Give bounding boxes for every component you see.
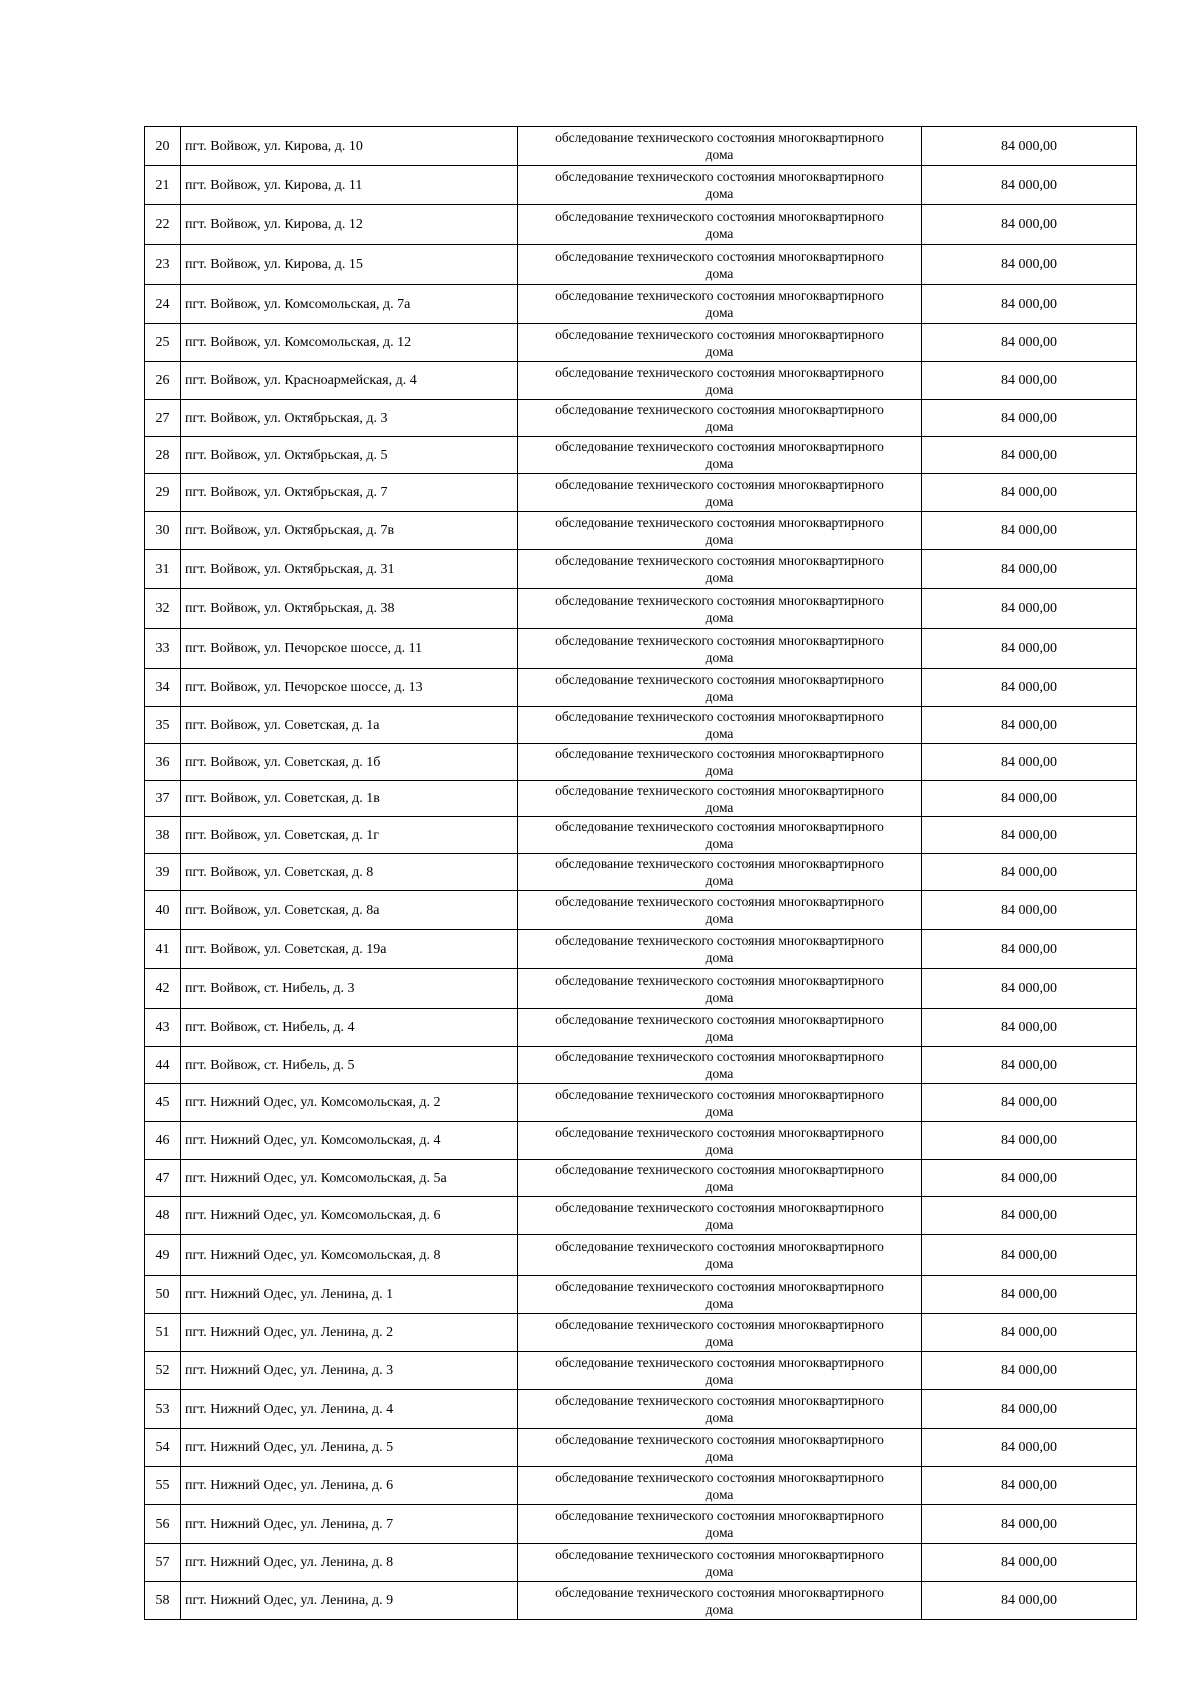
work-type-line-2: дома bbox=[705, 381, 734, 397]
row-number: 31 bbox=[145, 550, 181, 589]
amount-cell: 84 000,00 bbox=[922, 362, 1137, 400]
work-type-line-2: дома bbox=[705, 456, 734, 471]
work-type-line-2: дома bbox=[705, 763, 734, 778]
address-cell: пгт. Войвож, ул. Советская, д. 8 bbox=[181, 854, 518, 891]
work-type-line-2: дома bbox=[705, 836, 734, 851]
address-cell: пгт. Войвож, ул. Советская, д. 1г bbox=[181, 817, 518, 854]
work-type-line-2: дома bbox=[705, 1295, 734, 1311]
amount-cell: 84 000,00 bbox=[922, 707, 1137, 744]
work-type-line-1: обследование технического состояния многоквартирного bbox=[555, 1086, 884, 1102]
work-type-line-2: дома bbox=[705, 989, 734, 1005]
work-type-line-1: обследование технического состояния многоквартирного bbox=[555, 439, 884, 454]
table-row bbox=[145, 1352, 1137, 1390]
amount-cell: 84 000,00 bbox=[922, 854, 1137, 891]
amount-cell: 84 000,00 bbox=[922, 550, 1137, 589]
address-cell: пгт. Нижний Одес, ул. Комсомольская, д. 4 bbox=[181, 1122, 518, 1160]
address-cell: пгт. Войвож, ул. Октябрьская, д. 7 bbox=[181, 474, 518, 512]
table-row bbox=[145, 362, 1137, 400]
work-type-line-1: обследование технического состояния многоквартирного bbox=[555, 1049, 884, 1064]
work-type-line-2: дома bbox=[705, 1486, 734, 1502]
amount-cell: 84 000,00 bbox=[922, 589, 1137, 629]
work-type-line-1: обследование технического состояния многоквартирного bbox=[555, 709, 884, 724]
table-row bbox=[145, 474, 1137, 512]
work-type-line-1: обследование технического состояния многоквартирного bbox=[555, 288, 884, 303]
work-type-line-2: дома bbox=[705, 1256, 734, 1271]
amount-cell: 84 000,00 bbox=[922, 474, 1137, 512]
work-type-line-1: обследование технического состояния многоквартирного bbox=[555, 1278, 884, 1294]
work-type-cell bbox=[518, 1467, 922, 1505]
amount-cell: 84 000,00 bbox=[922, 166, 1137, 205]
row-number: 37 bbox=[145, 781, 181, 817]
row-number: 34 bbox=[145, 669, 181, 707]
row-number: 32 bbox=[145, 589, 181, 629]
row-number: 41 bbox=[145, 930, 181, 969]
work-type-cell bbox=[518, 1429, 922, 1467]
table-row bbox=[145, 1197, 1137, 1235]
work-type-cell bbox=[518, 1047, 922, 1084]
work-type-line-1: обследование технического состояния многоквартирного bbox=[555, 1124, 884, 1140]
table-body bbox=[145, 127, 1137, 1620]
address-cell: пгт. Войвож, ул. Красноармейская, д. 4 bbox=[181, 362, 518, 400]
work-type-cell bbox=[518, 1122, 922, 1160]
work-type-line-1: обследование технического состояния многоквартирного bbox=[555, 782, 884, 798]
row-number: 26 bbox=[145, 362, 181, 400]
row-number: 58 bbox=[145, 1582, 181, 1620]
work-type-cell bbox=[518, 1197, 922, 1235]
row-number: 52 bbox=[145, 1352, 181, 1390]
amount-cell: 84 000,00 bbox=[922, 1047, 1137, 1084]
work-type-line-2: дома bbox=[705, 1448, 734, 1464]
work-type-line-1: обследование технического состояния многоквартирного bbox=[555, 972, 884, 988]
work-type-cell bbox=[518, 969, 922, 1009]
row-number: 38 bbox=[145, 817, 181, 854]
address-cell: пгт. Нижний Одес, ул. Комсомольская, д. 6 bbox=[181, 1197, 518, 1235]
table-row bbox=[145, 1084, 1137, 1122]
work-type-cell bbox=[518, 474, 922, 512]
work-type-line-1: обследование технического состояния многоквартирного bbox=[555, 1354, 884, 1370]
row-number: 30 bbox=[145, 512, 181, 550]
row-number: 47 bbox=[145, 1160, 181, 1197]
work-type-cell bbox=[518, 707, 922, 744]
work-type-line-1: обследование технического состояния многоквартирного bbox=[555, 476, 884, 492]
work-type-line-2: дома bbox=[705, 305, 734, 320]
address-cell: пгт. Войвож, ул. Октябрьская, д. 5 bbox=[181, 437, 518, 474]
amount-cell: 84 000,00 bbox=[922, 1197, 1137, 1235]
work-type-line-1: обследование технического состояния многоквартирного bbox=[555, 1199, 884, 1215]
address-cell: пгт. Нижний Одес, ул. Ленина, д. 3 bbox=[181, 1352, 518, 1390]
work-type-line-2: дома bbox=[705, 1103, 734, 1119]
address-cell: пгт. Нижний Одес, ул. Ленина, д. 7 bbox=[181, 1505, 518, 1544]
table-row bbox=[145, 127, 1137, 166]
work-type-line-1: обследование технического состояния многоквартирного bbox=[555, 1393, 884, 1408]
amount-cell: 84 000,00 bbox=[922, 1429, 1137, 1467]
work-type-line-2: дома bbox=[705, 799, 734, 815]
table-row bbox=[145, 669, 1137, 707]
work-type-line-1: обследование технического состояния многоквартирного bbox=[555, 632, 884, 648]
address-cell: пгт. Нижний Одес, ул. Ленина, д. 6 bbox=[181, 1467, 518, 1505]
table-row bbox=[145, 205, 1137, 245]
table-row bbox=[145, 891, 1137, 930]
work-type-line-2: дома bbox=[705, 225, 734, 241]
table-row bbox=[145, 512, 1137, 550]
work-type-cell bbox=[518, 245, 922, 285]
address-cell: пгт. Войвож, ул. Октябрьская, д. 31 bbox=[181, 550, 518, 589]
table-row bbox=[145, 285, 1137, 324]
address-cell: пгт. Войвож, ул. Советская, д. 1а bbox=[181, 707, 518, 744]
table-row bbox=[145, 744, 1137, 781]
row-number: 23 bbox=[145, 245, 181, 285]
amount-cell: 84 000,00 bbox=[922, 1582, 1137, 1620]
work-type-line-2: дома bbox=[705, 147, 734, 162]
work-type-line-2: дома bbox=[705, 1601, 734, 1617]
work-type-cell bbox=[518, 362, 922, 400]
address-cell: пгт. Войвож, ул. Комсомольская, д. 7а bbox=[181, 285, 518, 324]
work-type-line-2: дома bbox=[705, 688, 734, 704]
row-number: 28 bbox=[145, 437, 181, 474]
amount-cell: 84 000,00 bbox=[922, 891, 1137, 930]
row-number: 33 bbox=[145, 629, 181, 669]
table-row bbox=[145, 1582, 1137, 1620]
work-type-line-2: дома bbox=[705, 343, 734, 359]
table-row bbox=[145, 1505, 1137, 1544]
work-type-line-2: дома bbox=[705, 419, 734, 434]
work-type-cell bbox=[518, 1352, 922, 1390]
row-number: 48 bbox=[145, 1197, 181, 1235]
row-number: 29 bbox=[145, 474, 181, 512]
address-cell: пгт. Войвож, ул. Кирова, д. 11 bbox=[181, 166, 518, 205]
work-type-cell bbox=[518, 629, 922, 669]
work-type-cell bbox=[518, 669, 922, 707]
work-type-line-2: дома bbox=[705, 609, 734, 625]
work-type-cell bbox=[518, 1505, 922, 1544]
amount-cell: 84 000,00 bbox=[922, 1314, 1137, 1352]
work-type-cell bbox=[518, 1390, 922, 1429]
amount-cell: 84 000,00 bbox=[922, 1276, 1137, 1314]
amount-cell: 84 000,00 bbox=[922, 669, 1137, 707]
amount-cell: 84 000,00 bbox=[922, 817, 1137, 854]
amount-cell: 84 000,00 bbox=[922, 1009, 1137, 1047]
work-type-line-1: обследование технического состояния многоквартирного bbox=[555, 248, 884, 264]
address-cell: пгт. Войвож, ст. Нибель, д. 3 bbox=[181, 969, 518, 1009]
amount-cell: 84 000,00 bbox=[922, 1390, 1137, 1429]
work-type-line-1: обследование технического состояния многоквартирного bbox=[555, 169, 884, 184]
table-row bbox=[145, 969, 1137, 1009]
table-row bbox=[145, 930, 1137, 969]
amount-cell: 84 000,00 bbox=[922, 930, 1137, 969]
table-row bbox=[145, 817, 1137, 854]
amount-cell: 84 000,00 bbox=[922, 629, 1137, 669]
table-row bbox=[145, 781, 1137, 817]
work-type-line-2: дома bbox=[705, 1141, 734, 1157]
work-type-cell bbox=[518, 437, 922, 474]
row-number: 21 bbox=[145, 166, 181, 205]
row-number: 51 bbox=[145, 1314, 181, 1352]
address-cell: пгт. Нижний Одес, ул. Комсомольская, д. 2 bbox=[181, 1084, 518, 1122]
address-cell: пгт. Войвож, ул. Печорское шоссе, д. 11 bbox=[181, 629, 518, 669]
work-type-line-1: обследование технического состояния многоквартирного bbox=[555, 130, 884, 145]
row-number: 53 bbox=[145, 1390, 181, 1429]
table-row bbox=[145, 1047, 1137, 1084]
row-number: 22 bbox=[145, 205, 181, 245]
work-type-cell bbox=[518, 1276, 922, 1314]
work-type-cell bbox=[518, 205, 922, 245]
address-cell: пгт. Нижний Одес, ул. Ленина, д. 5 bbox=[181, 1429, 518, 1467]
address-cell: пгт. Нижний Одес, ул. Комсомольская, д. 5а bbox=[181, 1160, 518, 1197]
amount-cell: 84 000,00 bbox=[922, 1505, 1137, 1544]
amount-cell: 84 000,00 bbox=[922, 1160, 1137, 1197]
work-type-line-1: обследование технического состояния многоквартирного bbox=[555, 1508, 884, 1523]
work-type-line-2: дома bbox=[705, 950, 734, 965]
work-type-line-2: дома bbox=[705, 531, 734, 547]
work-type-line-2: дома bbox=[705, 1371, 734, 1387]
work-type-cell bbox=[518, 166, 922, 205]
amount-cell: 84 000,00 bbox=[922, 285, 1137, 324]
amount-cell: 84 000,00 bbox=[922, 1544, 1137, 1582]
amount-cell: 84 000,00 bbox=[922, 969, 1137, 1009]
table-row bbox=[145, 1467, 1137, 1505]
table-row bbox=[145, 854, 1137, 891]
row-number: 57 bbox=[145, 1544, 181, 1582]
work-type-line-1: обследование технического состояния многоквартирного bbox=[555, 856, 884, 871]
work-type-cell bbox=[518, 817, 922, 854]
work-type-cell bbox=[518, 1009, 922, 1047]
address-cell: пгт. Войвож, ст. Нибель, д. 4 bbox=[181, 1009, 518, 1047]
address-cell: пгт. Войвож, ул. Советская, д. 1б bbox=[181, 744, 518, 781]
work-type-line-1: обследование технического состояния многоквартирного bbox=[555, 592, 884, 608]
work-type-line-1: обследование технического состояния многоквартирного bbox=[555, 1011, 884, 1027]
address-cell: пгт. Нижний Одес, ул. Ленина, д. 9 bbox=[181, 1582, 518, 1620]
table-row bbox=[145, 1160, 1137, 1197]
table-row bbox=[145, 1009, 1137, 1047]
work-type-cell bbox=[518, 550, 922, 589]
address-cell: пгт. Нижний Одес, ул. Ленина, д. 4 bbox=[181, 1390, 518, 1429]
work-type-line-2: дома bbox=[705, 911, 734, 926]
amount-cell: 84 000,00 bbox=[922, 1235, 1137, 1276]
work-type-line-1: обследование технического состояния многоквартирного bbox=[555, 553, 884, 568]
work-type-cell bbox=[518, 127, 922, 166]
work-type-line-2: дома bbox=[705, 1028, 734, 1044]
row-number: 54 bbox=[145, 1429, 181, 1467]
row-number: 39 bbox=[145, 854, 181, 891]
work-type-line-1: обследование технического состояния многоквартирного bbox=[555, 746, 884, 761]
amount-cell: 84 000,00 bbox=[922, 205, 1137, 245]
amount-cell: 84 000,00 bbox=[922, 245, 1137, 285]
amount-cell: 84 000,00 bbox=[922, 1352, 1137, 1390]
work-type-line-2: дома bbox=[705, 1525, 734, 1540]
table-row bbox=[145, 589, 1137, 629]
row-number: 35 bbox=[145, 707, 181, 744]
row-number: 45 bbox=[145, 1084, 181, 1122]
amount-cell: 84 000,00 bbox=[922, 1084, 1137, 1122]
amount-cell: 84 000,00 bbox=[922, 744, 1137, 781]
work-type-line-1: обследование технического состояния многоквартирного bbox=[555, 1316, 884, 1332]
table-row bbox=[145, 324, 1137, 362]
row-number: 24 bbox=[145, 285, 181, 324]
work-type-line-1: обследование технического состояния многоквартирного bbox=[555, 364, 884, 380]
work-type-line-1: обследование технического состояния многоквартирного bbox=[555, 1431, 884, 1447]
work-type-cell bbox=[518, 744, 922, 781]
amount-cell: 84 000,00 bbox=[922, 127, 1137, 166]
work-type-line-1: обследование технического состояния многоквартирного bbox=[555, 819, 884, 834]
work-type-line-2: дома bbox=[705, 1216, 734, 1232]
work-type-line-2: дома bbox=[705, 649, 734, 665]
row-number: 46 bbox=[145, 1122, 181, 1160]
row-number: 27 bbox=[145, 400, 181, 437]
work-type-line-1: обследование технического состояния многоквартирного bbox=[555, 326, 884, 342]
address-cell: пгт. Войвож, ст. Нибель, д. 5 bbox=[181, 1047, 518, 1084]
work-type-line-2: дома bbox=[705, 1179, 734, 1194]
address-cell: пгт. Войвож, ул. Советская, д. 1в bbox=[181, 781, 518, 817]
table-row bbox=[145, 1390, 1137, 1429]
work-type-cell bbox=[518, 589, 922, 629]
work-type-cell bbox=[518, 1084, 922, 1122]
table-row bbox=[145, 1122, 1137, 1160]
address-cell: пгт. Войвож, ул. Печорское шоссе, д. 13 bbox=[181, 669, 518, 707]
row-number: 55 bbox=[145, 1467, 181, 1505]
row-number: 40 bbox=[145, 891, 181, 930]
amount-cell: 84 000,00 bbox=[922, 512, 1137, 550]
row-number: 42 bbox=[145, 969, 181, 1009]
table-row bbox=[145, 629, 1137, 669]
table-row bbox=[145, 707, 1137, 744]
address-cell: пгт. Войвож, ул. Кирова, д. 10 bbox=[181, 127, 518, 166]
work-type-line-1: обследование технического состояния многоквартирного bbox=[555, 514, 884, 530]
table-row bbox=[145, 245, 1137, 285]
work-type-line-2: дома bbox=[705, 873, 734, 888]
amount-cell: 84 000,00 bbox=[922, 781, 1137, 817]
table-row bbox=[145, 1544, 1137, 1582]
row-number: 43 bbox=[145, 1009, 181, 1047]
work-type-cell bbox=[518, 1582, 922, 1620]
work-type-line-2: дома bbox=[705, 1066, 734, 1081]
row-number: 44 bbox=[145, 1047, 181, 1084]
table-row bbox=[145, 550, 1137, 589]
row-number: 56 bbox=[145, 1505, 181, 1544]
table-row bbox=[145, 437, 1137, 474]
address-cell: пгт. Войвож, ул. Кирова, д. 15 bbox=[181, 245, 518, 285]
row-number: 50 bbox=[145, 1276, 181, 1314]
work-type-line-1: обследование технического состояния многоквартирного bbox=[555, 1584, 884, 1600]
row-number: 49 bbox=[145, 1235, 181, 1276]
work-type-cell bbox=[518, 1160, 922, 1197]
work-type-cell bbox=[518, 1314, 922, 1352]
amount-cell: 84 000,00 bbox=[922, 437, 1137, 474]
work-type-line-2: дома bbox=[705, 1333, 734, 1349]
work-type-line-2: дома bbox=[705, 1410, 734, 1425]
work-type-cell bbox=[518, 854, 922, 891]
work-type-cell bbox=[518, 400, 922, 437]
work-type-line-2: дома bbox=[705, 726, 734, 741]
address-cell: пгт. Нижний Одес, ул. Ленина, д. 8 bbox=[181, 1544, 518, 1582]
work-type-line-1: обследование технического состояния многоквартирного bbox=[555, 1239, 884, 1254]
work-type-line-2: дома bbox=[705, 186, 734, 201]
address-cell: пгт. Войвож, ул. Октябрьская, д. 3 bbox=[181, 400, 518, 437]
table-row bbox=[145, 400, 1137, 437]
work-type-line-2: дома bbox=[705, 570, 734, 585]
work-type-line-1: обследование технического состояния многоквартирного bbox=[555, 1546, 884, 1562]
work-type-line-1: обследование технического состояния многоквартирного bbox=[555, 894, 884, 909]
address-cell: пгт. Войвож, ул. Октябрьская, д. 7в bbox=[181, 512, 518, 550]
work-type-line-1: обследование технического состояния многоквартирного bbox=[555, 933, 884, 948]
work-type-line-2: дома bbox=[705, 493, 734, 509]
address-cell: пгт. Войвож, ул. Советская, д. 19а bbox=[181, 930, 518, 969]
table-row bbox=[145, 1314, 1137, 1352]
address-cell: пгт. Войвож, ул. Октябрьская, д. 38 bbox=[181, 589, 518, 629]
work-type-cell bbox=[518, 1544, 922, 1582]
table-row bbox=[145, 1235, 1137, 1276]
row-number: 25 bbox=[145, 324, 181, 362]
address-cell: пгт. Войвож, ул. Советская, д. 8а bbox=[181, 891, 518, 930]
work-type-line-1: обследование технического состояния многоквартирного bbox=[555, 208, 884, 224]
address-cell: пгт. Нижний Одес, ул. Комсомольская, д. 8 bbox=[181, 1235, 518, 1276]
address-cell: пгт. Войвож, ул. Кирова, д. 12 bbox=[181, 205, 518, 245]
amount-cell: 84 000,00 bbox=[922, 324, 1137, 362]
work-type-line-2: дома bbox=[705, 1563, 734, 1579]
table-row bbox=[145, 166, 1137, 205]
housing-survey-table bbox=[144, 126, 1137, 1620]
work-type-line-2: дома bbox=[705, 265, 734, 281]
work-type-line-1: обследование технического состояния многоквартирного bbox=[555, 402, 884, 417]
row-number: 36 bbox=[145, 744, 181, 781]
table-row bbox=[145, 1429, 1137, 1467]
work-type-line-1: обследование технического состояния многоквартирного bbox=[555, 1162, 884, 1177]
address-cell: пгт. Нижний Одес, ул. Ленина, д. 1 bbox=[181, 1276, 518, 1314]
work-type-cell bbox=[518, 324, 922, 362]
work-type-cell bbox=[518, 891, 922, 930]
work-type-cell bbox=[518, 930, 922, 969]
work-type-cell bbox=[518, 512, 922, 550]
amount-cell: 84 000,00 bbox=[922, 400, 1137, 437]
work-type-cell bbox=[518, 1235, 922, 1276]
row-number: 20 bbox=[145, 127, 181, 166]
amount-cell: 84 000,00 bbox=[922, 1122, 1137, 1160]
address-cell: пгт. Войвож, ул. Комсомольская, д. 12 bbox=[181, 324, 518, 362]
table-row bbox=[145, 1276, 1137, 1314]
work-type-cell bbox=[518, 781, 922, 817]
amount-cell: 84 000,00 bbox=[922, 1467, 1137, 1505]
work-type-line-1: обследование технического состояния многоквартирного bbox=[555, 1469, 884, 1485]
work-type-cell bbox=[518, 285, 922, 324]
work-type-line-1: обследование технического состояния многоквартирного bbox=[555, 671, 884, 687]
address-cell: пгт. Нижний Одес, ул. Ленина, д. 2 bbox=[181, 1314, 518, 1352]
